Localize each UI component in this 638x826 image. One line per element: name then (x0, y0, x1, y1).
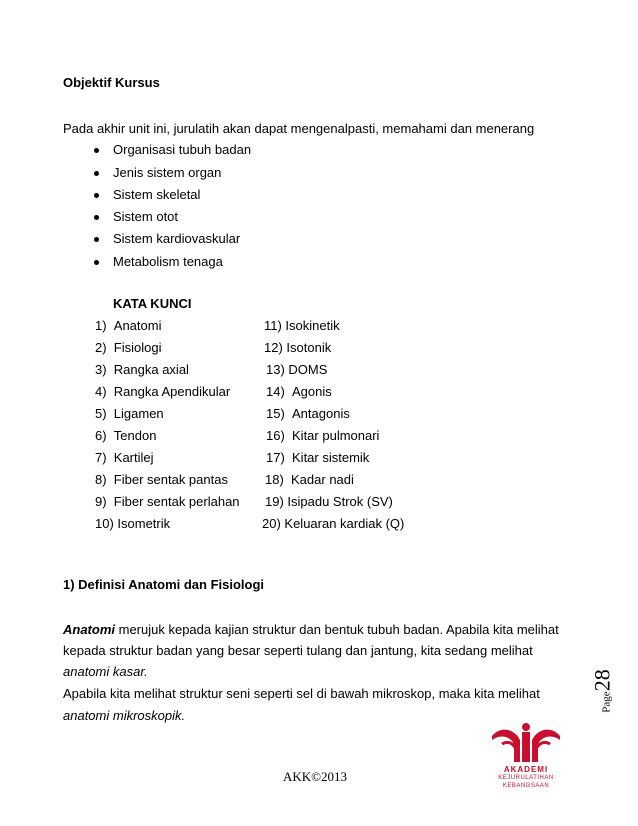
akademi-logo (486, 722, 566, 792)
keyword-item: 20) Keluaran kardiak (Q) (262, 516, 405, 531)
keyword-item: 14) Agonis (266, 384, 332, 399)
objective-item: Sistem kardiovaskular (113, 231, 241, 246)
paragraph-text: merujuk kepada kajian struktur dan bentuk tubuh badan. Apabila kita melihat (115, 622, 559, 637)
keyword-item: 1) Anatomi (95, 318, 162, 333)
bullet-icon (94, 215, 99, 220)
keyword-item: 4) Rangka Apendikular (95, 384, 231, 399)
term-anatomi-mikroskopik: anatomi mikroskopik. (63, 708, 186, 723)
keywords-title: KATA KUNCI (113, 296, 192, 311)
keyword-item: 3) Rangka axial (95, 362, 189, 377)
page-number-tag (589, 658, 636, 728)
objective-item: Organisasi tubuh badan (113, 142, 252, 157)
objective-item: Sistem skeletal (113, 187, 201, 202)
logo-text-line1: AKADEMI (503, 765, 549, 774)
objective-item: Metabolism tenaga (113, 254, 223, 269)
keyword-item: 5) Ligamen (95, 406, 164, 421)
keyword-item: 15) Antagonis (266, 406, 350, 421)
keyword-item: 8) Fiber sentak pantas (95, 472, 228, 487)
keyword-item: 6) Tendon (95, 428, 157, 443)
logo-text-line3: KEBANGSAAN (502, 783, 550, 789)
objective-item: Jenis sistem organ (113, 165, 222, 180)
objective-item: Sistem otot (113, 209, 179, 224)
keyword-item: 17) Kitar sistemik (266, 450, 370, 465)
keyword-item: 13) DOMS (266, 362, 328, 377)
page-number (590, 669, 616, 712)
keyword-item: 19) Isipadu Strok (SV) (265, 494, 393, 509)
keyword-item: 18) Kadar nadi (265, 472, 354, 487)
logo-emblem-icon (486, 722, 566, 764)
bullet-icon (94, 237, 99, 242)
page-number-value: 28 (589, 669, 615, 692)
section-heading: 1) Definisi Anatomi dan Fisiologi (63, 577, 265, 592)
bullet-icon (94, 260, 99, 265)
term-anatomi-kasar: anatomi kasar. (63, 664, 148, 679)
term-anatomi: Anatomi (63, 622, 115, 637)
footer-copyright: AKK©2013 (283, 769, 348, 784)
keyword-item: 2) Fisiologi (95, 340, 162, 355)
paragraph-line (63, 622, 559, 637)
keyword-item: 12) Isotonik (264, 340, 332, 355)
keyword-item: 11) Isokinetik (264, 318, 340, 333)
heading-objective: Objektif Kursus (63, 75, 160, 90)
bullet-icon (94, 193, 99, 198)
keyword-item: 16) Kitar pulmonari (266, 428, 380, 443)
keyword-item: 10) Isometrik (95, 516, 171, 531)
bullet-icon (94, 171, 99, 176)
keyword-item: 9) Fiber sentak perlahan (95, 494, 240, 509)
page-label: Page (600, 691, 613, 713)
logo-text-line2: KEJURULATIHAN (498, 775, 554, 781)
paragraph-line: Apabila kita melihat struktur seni seperti sel di bawah mikroskop, maka kita melihat (63, 686, 540, 701)
bullet-icon (94, 148, 99, 153)
keyword-item: 7) Kartilej (95, 450, 154, 465)
paragraph-line: kepada struktur badan yang besar seperti tulang dan jantung, kita sedang melihat (63, 643, 533, 658)
intro-text: Pada akhir unit ini, jurulatih akan dapat mengenalpasti, memahami dan menerang (63, 121, 535, 136)
